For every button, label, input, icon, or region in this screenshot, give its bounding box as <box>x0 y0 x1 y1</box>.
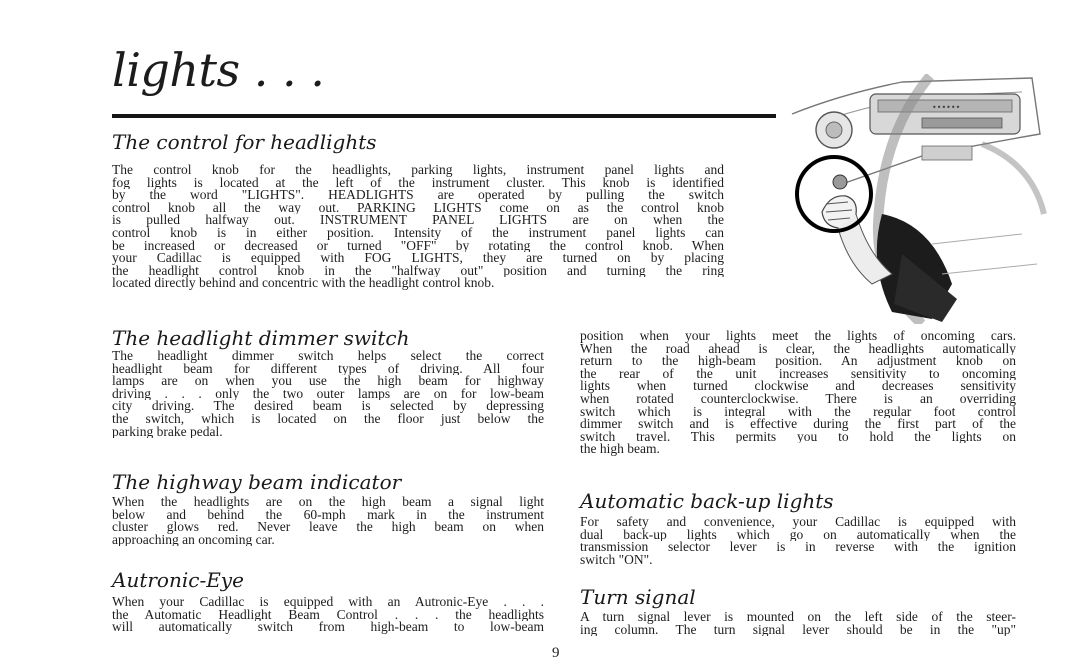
text-line: cluster glows red. Never leave the high beam on when <box>112 521 544 534</box>
text-line: When the headlights are on the high beam a signal light <box>112 496 544 509</box>
text-line: below and behind the 60-mph mark in the instrument <box>112 508 544 522</box>
paragraph-dimmer-switch <box>112 350 544 438</box>
text-line: parking brake pedal. <box>112 425 223 439</box>
svg-text:••••••: •••••• <box>932 103 961 112</box>
text-line: the high beam. <box>580 443 660 456</box>
dashboard-illustration <box>782 74 1048 324</box>
text-line: will automatically switch from high-beam to low-beam <box>112 621 544 634</box>
text-line: transmission selector lever is in reverse with the ignition <box>580 541 1016 554</box>
text-line: For safety and convenience, your Cadillac is equipped with <box>580 516 1016 529</box>
text-line: headlight beam for different types of driving. All four <box>112 362 544 376</box>
page-title: lights . . . <box>112 43 325 97</box>
text-line: dual back-up lights which go on automatically when the <box>580 528 1016 542</box>
paragraph-backup-lights <box>580 516 1016 566</box>
heading-headlight-control: The control for headlights <box>112 130 377 154</box>
page-number: 9 <box>552 645 560 661</box>
text-line: return to the high-beam position. An adjustment knob on <box>580 355 1016 368</box>
text-line: lights when turned clockwise and decreases sensitivity <box>580 380 1016 393</box>
text-line: located directly behind and concentric with the headlight control knob. <box>112 277 495 290</box>
heading-autronic-eye: Autronic-Eye <box>112 568 244 592</box>
paragraph-autronic-eye <box>112 596 544 634</box>
text-line: switch travel. This permits you to hold the lights on <box>580 430 1016 444</box>
text-line: control knob all the way out. PARKING LIGHTS come on as the control knob <box>112 201 724 215</box>
text-line: be increased or decreased or turned "OFF" by rotating the control knob. When <box>112 239 724 253</box>
title-rule <box>112 114 776 118</box>
text-line: lamps are on when you use the high beam for highway <box>112 375 544 388</box>
heading-dimmer-switch: The headlight dimmer switch <box>112 326 410 350</box>
text-line: the switch, which is located on the floor just below the <box>112 412 544 426</box>
heading-turn-signal: Turn signal <box>580 585 696 609</box>
paragraph-autronic-continued <box>580 330 1016 456</box>
text-line: the Automatic Headlight Beam Control . . . the headlights <box>112 608 544 622</box>
text-line: fog lights is located at the left of the instrument cluster. This knob is identified <box>112 176 724 190</box>
text-line: dimmer switch and is effective during the first part of the <box>580 418 1016 431</box>
text-line: switch which is integral with the regular foot control <box>580 405 1016 419</box>
heading-highway-beam: The highway beam indicator <box>112 470 402 494</box>
text-line: the rear of the unit increases sensitivity to oncoming <box>580 367 1016 381</box>
text-line: switch "ON". <box>580 553 653 567</box>
text-line: The control knob for the headlights, parking lights, instrument panel lights and <box>112 164 724 177</box>
text-line: city driving. The desired beam is selected by depressing <box>112 400 544 413</box>
text-line: by the word "LIGHTS". HEADLIGHTS are operated by pulling the switch <box>112 189 724 202</box>
text-line: control knob is in either position. Intensity of the instrument panel lights can <box>112 226 724 240</box>
paragraph-turn-signal <box>580 611 1016 636</box>
text-line: driving . . . only the two outer lamps are on for low-beam <box>112 387 544 401</box>
paragraph-highway-beam <box>112 496 544 546</box>
text-line: When the road ahead is clear, the headlights automatically <box>580 342 1016 356</box>
text-line: is pulled halfway out. INSTRUMENT PANEL LIGHTS are on when the <box>112 214 724 227</box>
text-line: your Cadillac is equipped with FOG LIGHTS, they are turned on by placing <box>112 252 724 265</box>
text-line: ing column. The turn signal lever should be in the "up" <box>580 623 1016 637</box>
paragraph-headlight-control <box>112 164 724 290</box>
text-line: position when your lights meet the lights of oncoming cars. <box>580 330 1016 343</box>
text-line: When your Cadillac is equipped with an Autronic-Eye . . . <box>112 596 544 609</box>
text-line: The headlight dimmer switch helps select the correct <box>112 350 544 363</box>
heading-backup-lights: Automatic back-up lights <box>580 489 834 513</box>
text-line: the headlight control knob in the "halfway out" position and turning the ring <box>112 264 724 278</box>
text-line: approaching an oncoming car. <box>112 533 275 547</box>
text-line: A turn signal lever is mounted on the left side of the steer- <box>580 611 1016 624</box>
text-line: when rotated counterclockwise. There is an overriding <box>580 392 1016 406</box>
